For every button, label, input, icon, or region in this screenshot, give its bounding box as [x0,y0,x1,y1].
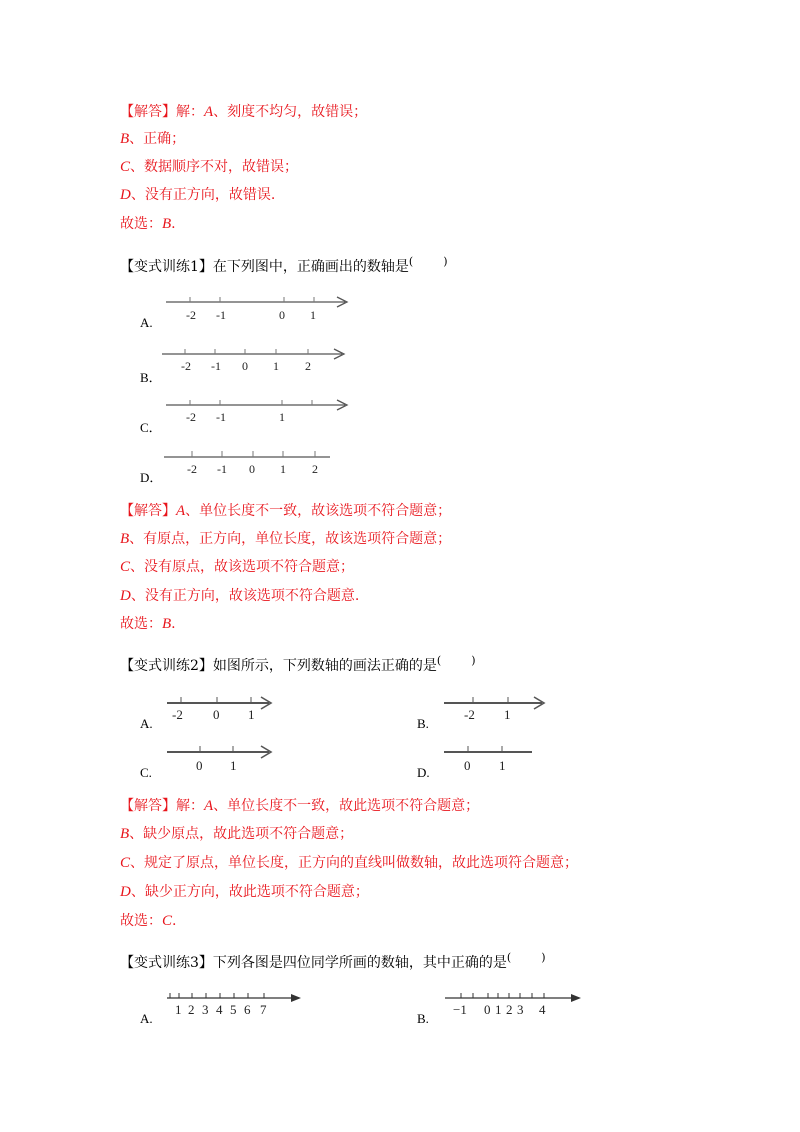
q1-option-d-label[interactable]: D． [140,470,163,485]
tick-label: 6 [244,1002,251,1017]
answer1-line-d [120,185,275,205]
tick-label: -1 [217,462,227,476]
answer-text: 、缺少原点，故此选项不符合题意； [129,826,354,842]
q3-option-b-label[interactable]: B. [417,1011,429,1026]
option-letter: D [120,588,131,604]
conclusion-label: 故选： [120,216,162,232]
option-letter: A [176,503,186,519]
tick-label: 0 [242,359,248,373]
tick-label: -2 [181,359,191,373]
answer1-line-b [120,129,185,149]
option-letter: D [120,884,131,900]
answer-text: 、刻度不均匀，故错误； [213,104,368,120]
option-letter: D [120,187,131,203]
option-letter: B [120,131,130,147]
option-letter: B [162,616,172,632]
tick-label: 1 [175,1002,182,1017]
tick-label: 4 [539,1002,546,1017]
q2-option-b-number-line [442,693,552,723]
tick-label: -1 [216,410,226,424]
q2-option-b-label[interactable]: B. [417,716,429,731]
answer-text: 、没有正方向，故错误. [130,187,276,203]
conclusion-label: 故选： [120,913,162,929]
answer3-line-d [120,882,369,902]
answer-text: 、单位长度不一致，故该选项不符合题意； [185,503,452,519]
option-letter: C [120,559,131,575]
answer3-line-c [120,853,578,873]
answer2-line-b [120,529,451,549]
q1-option-b-label[interactable]: B． [140,370,162,385]
tick-label: -2 [464,707,475,722]
answer3-line-b [120,824,353,844]
answer2-line-a [120,501,451,521]
question-tag: 【变式训练3】 [120,955,213,971]
option-letter: B [120,531,130,547]
conclusion-end: . [172,913,177,929]
answer-prefix: 解： [176,104,204,120]
tick-label: 7 [260,1002,267,1017]
q2-option-a-label[interactable]: A. [140,716,153,731]
axis-arrow [571,994,581,1002]
option-letter: A [204,104,214,120]
answer-text: 、有原点，正方向，单位长度，故该选项符合题意； [129,531,452,547]
tick-label: -1 [211,359,221,373]
option-letter: B [162,216,172,232]
answer-prefix: 解： [176,798,204,814]
tick-label: 3 [202,1002,209,1017]
q1-option-b-number-line [160,344,360,374]
option-letter: A [204,798,214,814]
answer1-line-c [120,157,298,177]
q1-option-a-number-line [160,292,360,322]
tick-label: 1 [273,359,279,373]
question-text: 在下列图中，正确画出的数轴是 [212,259,409,275]
answer-text: 、单位长度不一致，故此选项不符合题意； [213,798,480,814]
tick-label: 3 [517,1002,524,1017]
tick-label: 0 [196,758,203,773]
q2-option-c-label[interactable]: C. [140,765,152,780]
answer-paren-close: ) [471,654,476,667]
tick-label: 1 [280,462,286,476]
q1-option-c-label[interactable]: C． [140,420,162,435]
q3-option-a-number-line [165,988,305,1018]
option-letter: C [120,159,131,175]
q2-option-d-label[interactable]: D. [417,765,430,780]
answer-tag: 【解答】 [120,798,176,814]
tick-label: 1 [504,707,511,722]
q1-option-a-label[interactable]: A. [140,315,153,330]
tick-label: 2 [312,462,318,476]
q2-option-d-number-line [442,742,542,772]
answer-text: 、没有正方向，故该选项不符合题意. [130,588,360,604]
question-text: 如图所示，下列数轴的画法正确的是 [212,658,437,674]
tick-label: 1 [230,758,237,773]
answer3-conclusion [120,911,176,931]
conclusion-end: . [171,616,176,632]
answer-text: 、数据顺序不对，故错误； [130,159,299,175]
answer2-line-c [120,557,354,577]
tick-label: 0 [464,758,471,773]
option-letter: C [162,913,173,929]
tick-label: 2 [188,1002,195,1017]
answer1-line-a [120,102,367,122]
answer-text: 、规定了原点，单位长度，正方向的直线叫做数轴，故此选项符合题意； [130,855,579,871]
tick-label: -2 [186,308,196,322]
answer-paren-open: ( [408,255,414,268]
tick-label: 4 [216,1002,223,1017]
q1-option-c-number-line [160,395,360,425]
answer2-conclusion [120,614,176,634]
question-tag: 【变式训练2】 [120,658,213,674]
conclusion-label: 故选： [120,616,162,632]
question-text: 下列各图是四位同学所画的数轴，其中正确的是 [212,955,507,971]
tick-label: 1 [248,707,255,722]
tick-label: -1 [216,308,226,322]
answer-text: 、缺少正方向，故此选项不符合题意； [130,884,369,900]
answer2-line-d [120,586,359,606]
tick-label: 5 [230,1002,237,1017]
answer3-line-a [120,796,479,816]
answer-paren-close: ) [541,951,546,964]
question2-stem [120,656,476,677]
answer-paren-open: ( [436,654,442,667]
option-letter: C [120,855,131,871]
tick-label: 0 [213,707,220,722]
tick-label: -2 [187,462,197,476]
tick-label: 1 [495,1002,502,1017]
answer-tag: 【解答】 [120,503,176,519]
option-letter: B [120,826,130,842]
tick-label: 0 [279,308,285,322]
q3-option-b-number-line [443,988,593,1018]
tick-label: 2 [305,359,311,373]
tick-label: 0 [249,462,255,476]
axis-arrow [291,994,301,1002]
conclusion-end: . [171,216,176,232]
tick-label: -2 [172,707,183,722]
tick-label: 0 [484,1002,491,1017]
tick-label: 1 [310,308,316,322]
answer-text: 、没有原点，故该选项不符合题意； [130,559,355,575]
tick-label: 1 [499,758,506,773]
tick-label: 1 [279,410,285,424]
q2-option-c-number-line [165,742,285,772]
answer1-conclusion [120,214,176,234]
tick-label: -2 [186,410,196,424]
answer-tag: 【解答】 [120,104,176,120]
question1-stem [120,257,448,278]
question-tag: 【变式训练1】 [120,259,213,275]
tick-label: 2 [506,1002,513,1017]
answer-paren-close: ) [443,255,448,268]
answer-paren-open: ( [506,951,512,964]
q2-option-a-number-line [165,693,285,723]
q3-option-a-label[interactable]: A. [140,1011,153,1026]
answer-text: 、正确； [129,131,186,147]
tick-label: −1 [453,1002,467,1017]
question3-stem [120,953,546,974]
q1-option-d-number-line [160,447,360,477]
